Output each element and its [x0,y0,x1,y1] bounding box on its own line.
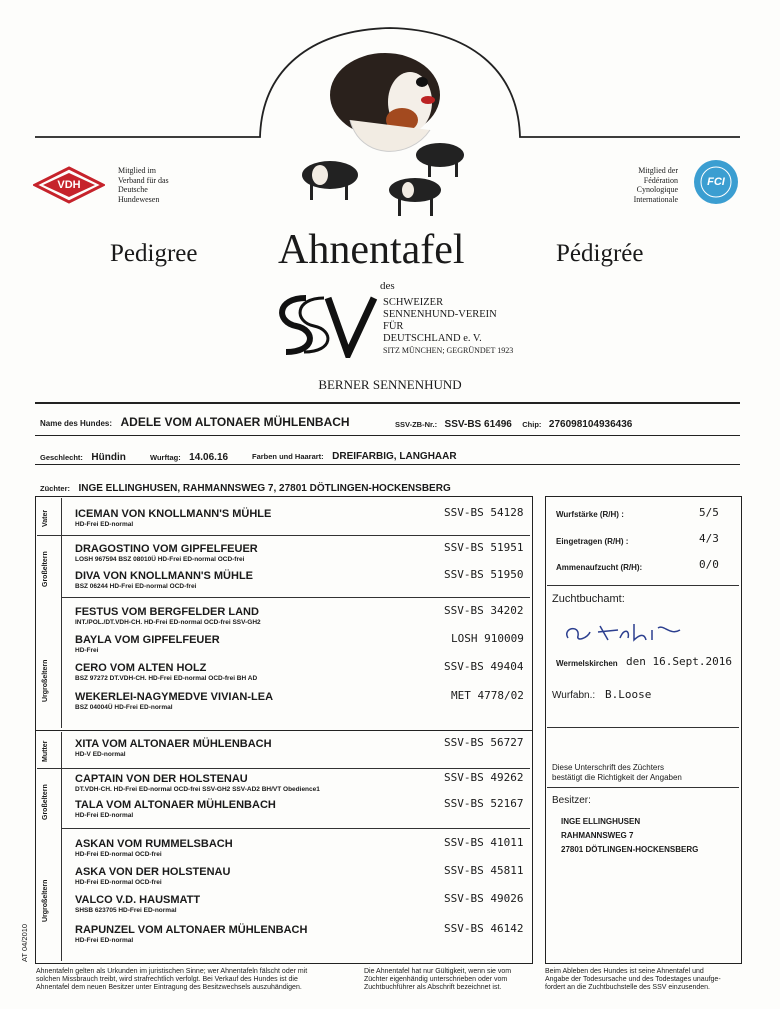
sire-sire-reg: SSV-BS 51951 [444,541,524,554]
des-text: des [380,280,395,292]
right-sep-2 [547,727,739,728]
dam-sire-dam: ASKA VON DER HOLSTENAU [75,866,231,878]
sire-dam-dam-details: BSZ 04004Ü HD-Frei ED-normal [75,704,173,711]
sire-dam-sire-details: BSZ 97272 DT.VDH-CH. HD-Frei ED-normal OCD-frei BH AD [75,675,258,682]
sire-sep-2 [62,597,530,598]
wurftag-row: Wurftag: 14.06.16 [150,452,229,463]
ammen-label: Ammenaufzucht (R/H): [556,563,643,572]
dam-dam-dam: RAPUNZEL VOM ALTONAER MÜHLENBACH [75,924,308,936]
zb-number: SSV-BS 61496 [444,419,512,430]
right-sep-1 [547,585,739,586]
wurftag-value: 14.06.16 [189,452,229,463]
sire-dam-details: BSZ 06244 HD-Frei ED-normal OCD-frei [75,583,197,590]
dam-dam-dam-details: HD-Frei ED-normal [75,937,134,944]
sire-dam-dam-reg: MET 4778/02 [451,689,524,702]
dam: XITA VOM ALTONAER MÜHLENBACH [75,738,272,750]
right-sep-3 [547,787,739,788]
sire-sire-dam: BAYLA VOM GIPFELFEUER [75,634,220,646]
breeder-row: Züchter: INGE ELLINGHUSEN, RAHMANNSWEG 7, 27801 DÖTLINGEN-HOCKENSBERG [40,483,451,494]
sire-details: HD-Frei ED-normal [75,521,134,528]
rule-2 [35,435,740,436]
vdh-logo-text: VDH [57,179,81,191]
dog-name-row: Name des Hundes: ADELE VOM ALTONAER MÜHLENBACH [40,415,350,429]
fci-membership: Mitglied der Fédération Cynologique Internationale [633,166,678,204]
footer-right: Beim Ableben des Hundes ist seine Ahnentafel und Angabe der Todesursache und des Todestages unaufge- fordert an die Zuchtbuchstelle des SSV einzusenden. [545,968,721,991]
sex-value: Hündin [91,452,126,463]
chip-number: 276098104936436 [548,419,633,430]
dam-dam-sire: VALCO V.D. HAUSMATT [75,894,201,906]
eingetragen-value: 4/3 [699,532,719,545]
footer-middle: Die Ahnentafel hat nur Gültigkeit, wenn sie vom Züchter eigenhändig unterschrieben oder vom Zuchtbuchführer als Abschrift bezeichnet ist. [364,968,512,991]
place-label: Wermelskirchen [556,659,618,668]
rule-1 [35,402,740,404]
dam-sire: CAPTAIN VON DER HOLSTENAU [75,773,248,785]
sire-sire-sire-reg: SSV-BS 34202 [444,604,524,617]
dam-dam: TALA VOM ALTONAER MÜHLENBACH [75,799,276,811]
dam-dam-reg: SSV-BS 52167 [444,797,524,810]
dam-col-line [61,732,62,961]
ssv-logo [266,294,378,358]
wurfstaerke-value: 5/5 [699,506,719,519]
issue-date: den 16.Sept.2016 [626,655,732,668]
dam-sep-2 [62,828,530,829]
wurfstaerke-label: Wurfstärke (R/H) : [556,510,624,519]
dog-illustration [290,30,480,220]
dam-dam-sire-reg: SSV-BS 49026 [444,892,524,905]
sire-sep-1 [37,535,530,536]
besitzer-label: Besitzer: [552,795,591,806]
sire-sire-dam-reg: LOSH 910009 [451,632,524,645]
title-pedigree-fr: Pédigrée [556,240,644,267]
wurfabn-value: B.Loose [605,688,652,701]
zuchtbuchamt-label: Zuchtbuchamt: [552,593,625,605]
label-grosseltern-1: Großeltern [42,551,49,587]
fci-logo-text: FCI [707,176,725,188]
label-grosseltern-2: Großeltern [42,784,49,820]
wurfabn-label: Wurfabn.: [552,690,596,701]
zb-row: SSV-ZB-Nr.: SSV-BS 61496 Chip: 276098104936436 [395,419,633,430]
dam-details: HD-V ED-normal [75,751,126,758]
side-code: AT 04/2010 [20,923,29,962]
sire-dam-sire: CERO VOM ALTEN HOLZ [75,662,207,674]
dam-sire-sire-details: HD-Frei ED-normal OCD-frei [75,851,162,858]
dam-sire-reg: SSV-BS 49262 [444,771,524,784]
label-urgrosseltern-2: Urgroßeltern [42,879,49,922]
label-vater: Vater [42,509,49,527]
label-urgrosseltern-1: Urgroßeltern [42,659,49,702]
sire-dam-sire-reg: SSV-BS 49404 [444,660,524,673]
breeder-confirm-text: Diese Unterschrift des Züchters bestätigt die Richtigkeit der Angaben [552,763,682,782]
dam-dam-dam-reg: SSV-BS 46142 [444,922,524,935]
color-row: Farben und Haarart: DREIFARBIG, LANGHAAR [252,451,457,462]
ammen-value: 0/0 [699,558,719,571]
vdh-membership: Mitglied im Verband für das Deutsche Hundewesen [118,166,169,204]
sire-dam: DIVA VON KNOLLMANN'S MÜHLE [75,570,253,582]
title-ahnentafel: Ahnentafel [278,227,465,273]
dam-dam-sire-details: SHSB 623705 HD-Frei ED-normal [75,907,177,914]
label-mutter: Mutter [42,740,49,762]
sire-sire-details: LOSH 967594 BSZ 08010Ü HD-Frei ED-normal OCD-frei [75,556,245,563]
title-pedigree-en: Pedigree [110,240,198,267]
sire-sire-sire: FESTUS VOM BERGFELDER LAND [75,606,259,618]
sire-dam-reg: SSV-BS 51950 [444,568,524,581]
dam-sire-sire-reg: SSV-BS 41011 [444,836,524,849]
dam-reg: SSV-BS 56727 [444,736,524,749]
sire-sire-dam-details: HD-Frei [75,647,99,654]
ssv-name: SCHWEIZER SENNENHUND-VEREIN FÜR DEUTSCHLAND e. V. SITZ MÜNCHEN; GEGRÜNDET 1923 [383,297,514,355]
signature-mark [560,618,690,648]
dam-dam-details: HD-Frei ED-normal [75,812,134,819]
sire-reg: SSV-BS 54128 [444,506,524,519]
owner-address: INGE ELLINGHUSEN RAHMANNSWEG 7 27801 DÖTLINGEN-HOCKENSBERG [561,817,699,854]
sire-col-line [61,498,62,728]
breeder-value: INGE ELLINGHUSEN, RAHMANNSWEG 7, 27801 DÖTLINGEN-HOCKENSBERG [78,483,451,494]
dam-sire-dam-reg: SSV-BS 45811 [444,864,524,877]
sire-sire: DRAGOSTINO VOM GIPFELFEUER [75,543,258,555]
sire-dam-dam: WEKERLEI-NAGYMEDVE VIVIAN-LEA [75,691,274,703]
footer-left: Ahnentafeln gelten als Urkunden im juristischen Sinne; wer Ahnentafeln fälscht oder mit solchen Missbrauch treibt, wird strafrechtlich verfolgt. Bei Verkauf des Hundes ist die Ahnentafel dem neuen Besitzer unter Eintragung des Besitzwechsels auszuhändigen. [36,968,308,991]
eingetragen-label: Eingetragen (R/H) : [556,537,629,546]
sire: ICEMAN VON KNOLLMANN'S MÜHLE [75,508,272,520]
sire-sire-sire-details: INT./POL./DT.VDH-CH. HD-Frei ED-normal OCD-frei SSV-GH2 [75,619,261,626]
color-value: DREIFARBIG, LANGHAAR [332,451,457,462]
dam-sire-details: DT.VDH-CH. HD-Frei ED-normal OCD-frei SSV-GH2 SSV-AD2 BH/VT Obedience1 [75,786,320,793]
dam-sep-1 [37,768,530,769]
dam-sire-sire: ASKAN VOM RUMMELSBACH [75,838,233,850]
rule-3 [35,464,740,465]
dam-sire-dam-details: HD-Frei ED-normal OCD-frei [75,879,162,886]
breed-title: BERNER SENNENHUND [318,377,462,392]
sex-row: Geschlecht: Hündin [40,452,126,463]
dog-name: ADELE VOM ALTONAER MÜHLENBACH [120,415,350,429]
